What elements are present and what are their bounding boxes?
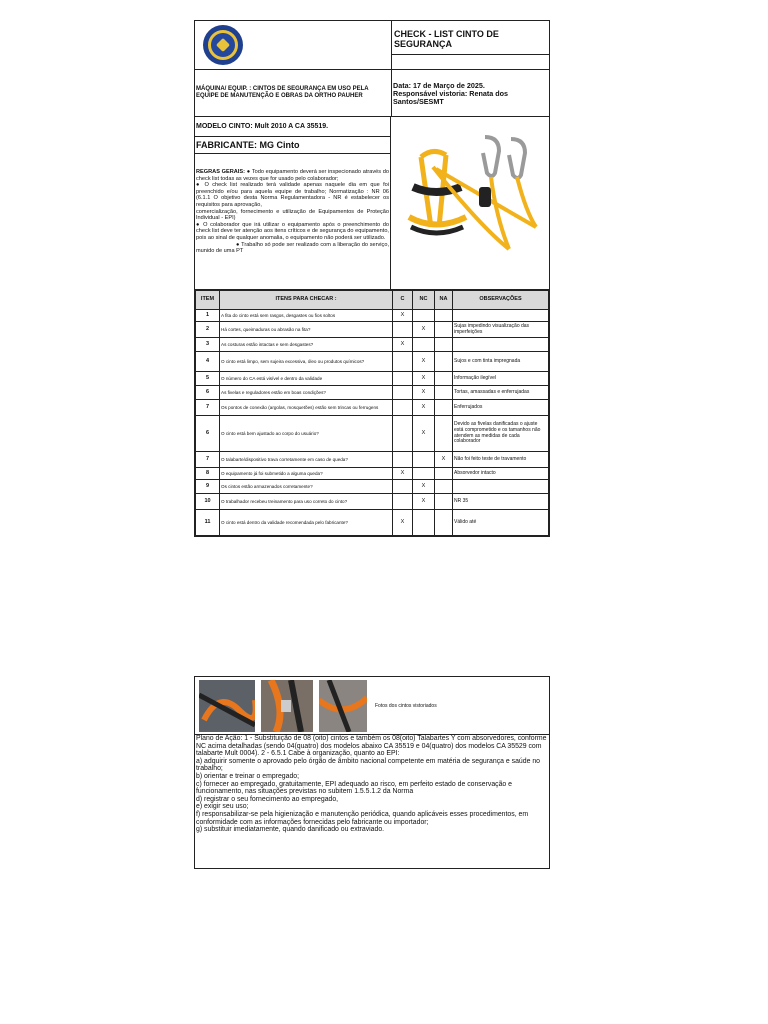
- row-check-text: O trabalhador recebeu treinamento para uso correto do cinto?: [220, 494, 393, 510]
- row-na-mark: [435, 416, 453, 452]
- row-item-number: 11: [196, 510, 220, 536]
- rules-p5: ● Trabalho só pode ser realizado com a liberação do serviço, munido de uma PT: [196, 241, 389, 255]
- rules-p3: comercialização, fornecimento e utilização de Equipamentos de Proteção Individual - EPI): [196, 208, 389, 222]
- belt-model: MODELO CINTO: Mult 2010 A CA 35519.: [195, 117, 390, 137]
- row-observation: Válido até: [453, 510, 549, 536]
- row-check-text: O equipamento já foi submetido a alguma queda?: [220, 468, 393, 480]
- row-observation: [453, 480, 549, 494]
- row-check-text: O talabarte/dispositivo trava corretamente em caso de queda?: [220, 452, 393, 468]
- row-c-mark: [393, 322, 413, 338]
- table-row: [196, 400, 549, 416]
- table-row: [196, 494, 549, 510]
- row-item-number: 2: [196, 322, 220, 338]
- header-obs: OBSERVAÇÕES: [453, 291, 549, 310]
- row-item-number: 9: [196, 480, 220, 494]
- row-na-mark: [435, 352, 453, 372]
- row-na-mark: X: [435, 452, 453, 468]
- row-item-number: 6: [196, 386, 220, 400]
- table-row: [196, 386, 549, 400]
- row-check-text: O cinto está dentro da validade recomendada pelo fabricante?: [220, 510, 393, 536]
- header-c: C: [393, 291, 413, 310]
- rules-heading: REGRAS GERAIS:: [196, 169, 245, 175]
- header-nc: NC: [413, 291, 435, 310]
- row-item-number: 3: [196, 338, 220, 352]
- row-observation: Sujos e com tinta impregnada: [453, 352, 549, 372]
- row-check-text: Há cortes, queimaduras ou abrasão na fita?: [220, 322, 393, 338]
- photos-label: Fotos dos cintos vistoriados: [375, 702, 437, 709]
- row-check-text: As fivelas e reguladores estão em boas condições?: [220, 386, 393, 400]
- row-item-number: 10: [196, 494, 220, 510]
- row-item-number: 7: [196, 400, 220, 416]
- header-row: [195, 21, 549, 70]
- plan-line-7: f) responsabilizar-se pela higienização e manutenção periódica, quando aplicáveis esses procedimentos, em conformidade com as informações fornecidas pelo fabricante ou importador;: [196, 810, 529, 826]
- row-item-number: 7: [196, 452, 220, 468]
- row-item-number: 5: [196, 372, 220, 386]
- row-observation: [453, 310, 549, 322]
- row-nc-mark: X: [413, 352, 435, 372]
- row-observation: NR 35: [453, 494, 549, 510]
- inspection-date: Data: 17 de Março de 2025.: [393, 81, 485, 90]
- row-item-number: 6: [196, 416, 220, 452]
- row-c-mark: X: [393, 468, 413, 480]
- photos-row: [195, 677, 549, 735]
- row-na-mark: [435, 510, 453, 536]
- row-observation: Enferrujados: [453, 400, 549, 416]
- row-observation: Não foi feito teste de travamento: [453, 452, 549, 468]
- row-na-mark: [435, 400, 453, 416]
- row-nc-mark: X: [413, 400, 435, 416]
- inspected-belt-photo-1: [199, 680, 255, 732]
- action-plan: [195, 735, 549, 834]
- page-title: CHECK - LIST CINTO DE SEGURANÇA: [394, 29, 499, 49]
- plan-line-4: c) fornecer ao empregado, gratuitamente, EPI adequado ao risco, em perfeito estado de conservação e funcionamento, nas situações previstas no subitem 1.5.5.1.2 da Norma: [196, 780, 513, 796]
- row-item-number: 4: [196, 352, 220, 372]
- belt-maker: FABRICANTE: MG Cinto: [195, 137, 390, 154]
- row-nc-mark: X: [413, 372, 435, 386]
- row-na-mark: [435, 338, 453, 352]
- plan-line-6: e) exigir seu uso;: [196, 803, 249, 811]
- row-check-text: O número do CA está visível e dentro da validade: [220, 372, 393, 386]
- inspected-belt-photo-2: [261, 680, 313, 732]
- row-na-mark: [435, 480, 453, 494]
- action-plan-sheet: [194, 676, 550, 869]
- plan-line-1: Plano de Ação: 1 - Substituição de 08 (oito) cintos e também os 08(oito) Talabartes Y com absorvedores, conforme NC acima detalhadas (sendo 04(quatro) dos modelos abaixo CA 35519 e 04(quatro) dos modelos CA 35529 com talabarte Mult 0004). 2 - 6.5.1 Cabe à organização, quanto ao EPI:: [196, 735, 547, 758]
- row-nc-mark: [413, 510, 435, 536]
- row-c-mark: X: [393, 510, 413, 536]
- table-row: [196, 510, 549, 536]
- row-c-mark: X: [393, 310, 413, 322]
- model-column: [195, 117, 391, 289]
- table-row: [196, 372, 549, 386]
- row-check-text: O cinto está limpo, sem sujeira excessiva, óleo ou produtos químicos?: [220, 352, 393, 372]
- row-nc-mark: [413, 338, 435, 352]
- row-c-mark: X: [393, 338, 413, 352]
- row-nc-mark: X: [413, 322, 435, 338]
- model-photo-row: [195, 117, 549, 290]
- table-row: [196, 338, 549, 352]
- row-nc-mark: X: [413, 416, 435, 452]
- company-logo-icon: [203, 25, 243, 65]
- date-responsible: [392, 70, 549, 116]
- plan-line-5: d) registrar o seu fornecimento ao empregado,: [196, 795, 339, 803]
- logo-cell: [195, 21, 392, 69]
- inspection-responsible: Responsável vistoria: Renata dos Santos/SESMT: [393, 89, 509, 106]
- row-c-mark: [393, 352, 413, 372]
- row-check-text: A fita do cinto está sem rasgos, desgastes ou fios soltos: [220, 310, 393, 322]
- row-check-text: As costuras estão intactas e sem desgastes?: [220, 338, 393, 352]
- table-row: [196, 468, 549, 480]
- harness-photo: [391, 117, 549, 289]
- row-na-mark: [435, 322, 453, 338]
- row-observation: [453, 338, 549, 352]
- row-c-mark: [393, 400, 413, 416]
- row-nc-mark: [413, 468, 435, 480]
- row-c-mark: [393, 372, 413, 386]
- page-title-cell: [392, 21, 549, 69]
- table-row: [196, 310, 549, 322]
- row-nc-mark: X: [413, 494, 435, 510]
- row-na-mark: [435, 310, 453, 322]
- row-nc-mark: [413, 452, 435, 468]
- header-item: ITEM: [196, 291, 220, 310]
- row-nc-mark: X: [413, 386, 435, 400]
- row-na-mark: [435, 372, 453, 386]
- row-check-text: Os cintos estão armazenados corretamente?: [220, 480, 393, 494]
- row-observation: Devido as fivelas danificadas o ajuste está comprometido e os tamanhos não atendem as medidas de cada colaborador: [453, 416, 549, 452]
- row-na-mark: [435, 494, 453, 510]
- header-na: NA: [435, 291, 453, 310]
- rules-p2: ● O check list realizado terá validade apenas naquele dia em que foi preenchido e/ou para aquela equipe de trabalho; Normatização : NR 06 (6.1.1 O objetivo desta Norma Regulamentadora - NR é estabelecer os requisitos para aprovação,: [196, 182, 389, 208]
- row-observation: Absorvedor intacto: [453, 468, 549, 480]
- plan-line-2: a) adquirir somente o aprovado pelo órgão de âmbito nacional competente em matéria de segurança e saúde no trabalho;: [196, 757, 540, 773]
- rules-p1: ● Todo equipamento deverá ser inspecionado através do check list todas as vezes que for usado pelo colaborador;: [196, 169, 389, 182]
- table-header-row: [196, 291, 549, 310]
- checks-table: [195, 290, 549, 536]
- row-observation: Tortas, amassadas e enferrujadas: [453, 386, 549, 400]
- table-row: [196, 452, 549, 468]
- row-c-mark: [393, 494, 413, 510]
- table-row: [196, 352, 549, 372]
- row-c-mark: [393, 416, 413, 452]
- row-observation: Sujas impedindo visualização das imperfeições: [453, 322, 549, 338]
- row-observation: Informação ilegível: [453, 372, 549, 386]
- plan-line-8: g) substituir imediatamente, quando danificado ou extraviado.: [196, 826, 385, 834]
- row-nc-mark: X: [413, 480, 435, 494]
- table-row: [196, 480, 549, 494]
- row-c-mark: [393, 480, 413, 494]
- header-check: ITENS PARA CHECAR :: [220, 291, 393, 310]
- row-c-mark: [393, 386, 413, 400]
- harness-image-icon: [391, 117, 549, 289]
- row-c-mark: [393, 452, 413, 468]
- general-rules: [195, 154, 390, 289]
- inspected-belt-photo-3: [319, 680, 367, 732]
- rules-p4: ● O colaborador que irá utilizar o equipamento após o preenchimento do check list deve ter atenção aos itens críticos e de segurança do equipamento, pois ao sinal de qualquer anomalia, o equipamento não poderá ser utilizado.: [196, 221, 389, 241]
- table-row: [196, 416, 549, 452]
- checklist-sheet: [194, 20, 550, 537]
- row-check-text: Os pontos de conexão (argolas, mosquetões) estão sem trincas ou ferrugens: [220, 400, 393, 416]
- row-check-text: O cinto está bem ajustado ao corpo do usuário?: [220, 416, 393, 452]
- machine-label: MÁQUINA/ EQUIP. : CINTOS DE SEGURANÇA EM USO PELA EQUIPE DE MANUTENÇÃO E OBRAS DA ORTHO PAUHER: [195, 70, 392, 116]
- row-item-number: 8: [196, 468, 220, 480]
- plan-line-3: b) orientar e treinar o empregado;: [196, 772, 300, 780]
- info-row: [195, 70, 549, 117]
- row-nc-mark: [413, 310, 435, 322]
- table-row: [196, 322, 549, 338]
- row-item-number: 1: [196, 310, 220, 322]
- row-na-mark: [435, 468, 453, 480]
- row-na-mark: [435, 386, 453, 400]
